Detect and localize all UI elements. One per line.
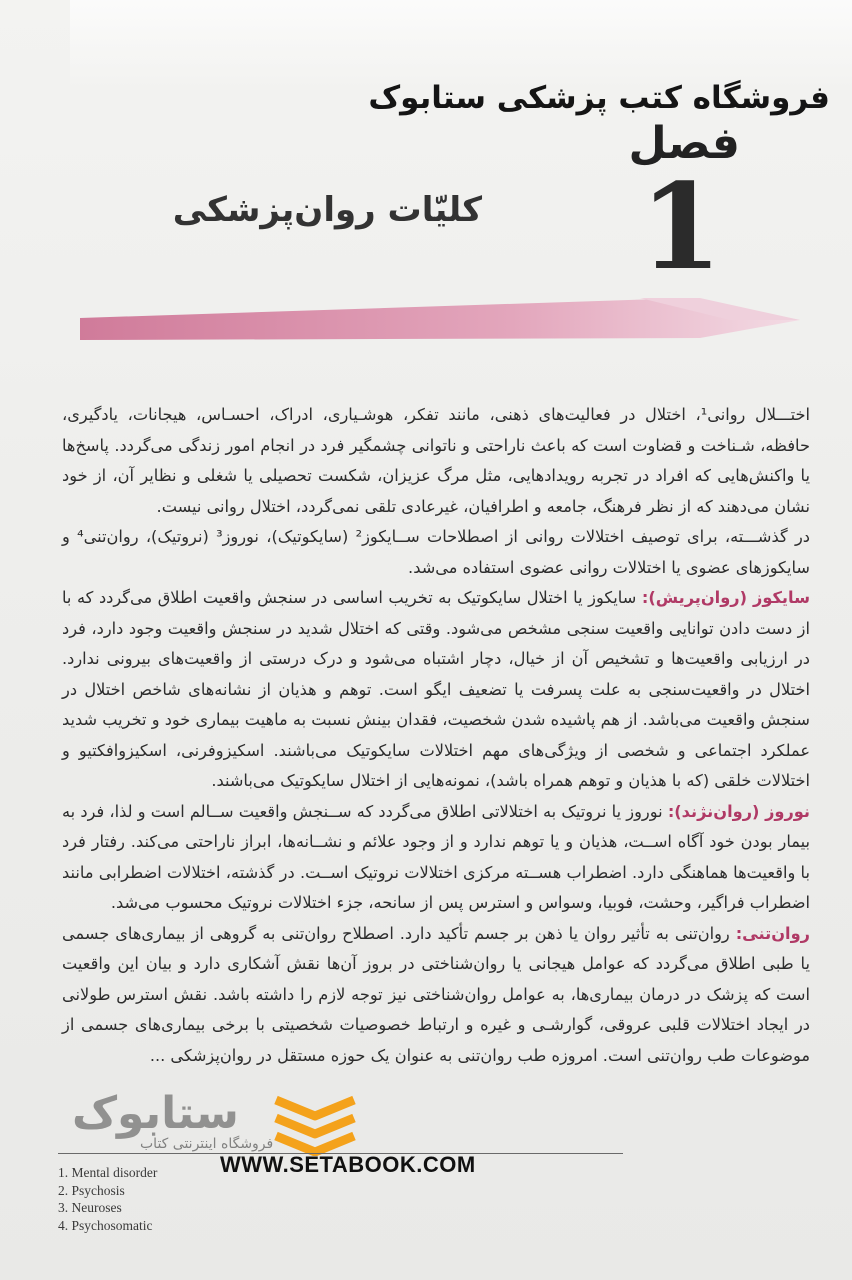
watermark-tagline: فروشگاه اینترنتی کتاب bbox=[140, 1136, 274, 1152]
footnote-item: 1. Mental disorder bbox=[58, 1165, 158, 1180]
footnote-item: 3. Neuroses bbox=[58, 1200, 122, 1215]
body-text bbox=[62, 400, 810, 1071]
chapter-number: 1 bbox=[639, 157, 722, 296]
paragraph-psychosomatic: روان‌تنی: روان‌تنی به تأثیر روان یا ذهن بر جسم تأکید دارد. اصطلاح روان‌تنی به گروهی از بیماری‌های جسمی یا طبی اطلاق می‌گردد که عوامل هیجانی یا روان‌شناختی در بروز آن‌ها نقش آشکاری دارد و بیان این واقعیت است که پزشک در درمان بیماری‌ها، به عوامل روان‌شناختی نیز توجه لازم را داشته باشد. نقش استرس طولانی در ایجاد اختلالات قلبی عروقی، گوارشـی و غیره و ارتباط خصوصیات شخصیتی با برخی بیماری‌های جسمی از موضوعات طب روان‌تنی است. امروزه طب روان‌تنی به عنوان یک حوزه مستقل در روان‌پزشکی ... bbox=[62, 923, 810, 1065]
footnote-item: 2. Psychosis bbox=[58, 1182, 125, 1198]
term-psychosis: سایکوز (روان‌پریش): bbox=[641, 588, 810, 607]
term-psychosomatic: روان‌تنی: bbox=[735, 923, 810, 943]
chapter-title: کلیّات روان‌پزشکی bbox=[172, 190, 482, 230]
footnotes bbox=[58, 1164, 157, 1234]
paragraph-neurosis: نوروز (روان‌نژند): نوروز یا نروتیک به اختلالاتی اطلاق می‌گردد که ســنجش واقعیت ســالم است و لذا، فرد به بیمار بودن خود آگاه اســت، هذیان و یا توهم ندارد و از وجود علائم و نشــانه‌ها، ابراز ناراحتی می‌کند. رفتار فرد با واقعیت‌ها هماهنگی دارد. اضطراب هســته مرکزی اختلالات نروتیک اســت. در گذشته، اختلالات اضطرابی مانند اضطراب فراگیر، وحشت، فوبیا، وسواس و استرس پس از سانحه، جزء اختلالات نروتیک محسوب می‌شد. bbox=[62, 801, 811, 912]
watermark-brand: ستابوک bbox=[72, 1088, 239, 1139]
paragraph: در گذشـــته، برای توصیف اختلالات روانی از اصطلاحات ســایکوز² (سایکوتیک)، نوروز³ (نروتیک)، روان‌تنی⁴ و سایکوزهای عضوی یا اختلالات روانی عضوی استفاده می‌شد. bbox=[62, 527, 811, 577]
chapter-banner bbox=[0, 280, 852, 360]
footnote-item: 4. Psychosomatic bbox=[58, 1217, 153, 1233]
store-title: فروشگاه کتب پزشکی ستابوک bbox=[368, 80, 830, 116]
paragraph-psychosis: سایکوز (روان‌پریش): سایکوز یا اختلال سایکوتیک به تخریب اساسی در سنجش واقعیت اطلاق می‌گردد که با از دست دادن توانایی واقعیت سنجی مشخص می‌شود. وقتی که اختلال شدید در سنجش واقعیت وجود دارد، فرد در ارزیابی واقعیت‌ها و تشخیص آن از خیال، دچار اشتباه می‌شود و درک درستی از واقعیت‌های بیرونی ندارد. اختلال در واقعیت‌سنجی به علت پسرفت یا تضعیف ایگو است. توهم و هذیان از نشانه‌های شاخص اختلال در سنجش واقعیت می‌باشد. از هم پاشیده شدن شخصیت، فقدان بینش نسبت به ماهیت بیماری خود و تخریب شدید عملکرد اجتماعی و شخصی از ویژگی‌های مهم اختلالات سایکوتیک می‌باشند. اسکیزوفرنی، اسکیزوافکتیو و اختلالات خلقی (که با هذیان و توهم همراه باشد)، نمونه‌هایی از اختلال سایکوتیک می‌باشند. bbox=[62, 588, 810, 790]
page-top-edge bbox=[70, 0, 852, 90]
watermark-url: WWW.SETABOOK.COM bbox=[220, 1152, 476, 1177]
paragraph: اختـــلال روانی¹، اختلال در فعالیت‌های ذهنی، مانند تفکر، هوشـیاری، ادراک، احسـاس، هیجانات، یادگیری، حافظه، شـناخت و قضاوت است که باعث ناراحتی و ناتوانی چشمگیر فرد در انجام امور زندگی می‌گردد. پاسخ‌ها یا واکنش‌هایی که افراد در تجربه رویدادهایی، مثل مرگ عزیزان، شکست تحصیلی یا شغلی و نظایر آن، از خود نشان می‌دهند که از نظر فرهنگ، جامعه و اطرافیان، غیرعادی تلقی نمی‌گردد، اختلال روانی نیست. bbox=[62, 405, 811, 516]
book-stack-icon bbox=[270, 1094, 360, 1156]
chapter-label: فصل bbox=[628, 118, 740, 169]
term-neurosis: نوروز (روان‌نژند): bbox=[667, 801, 811, 821]
